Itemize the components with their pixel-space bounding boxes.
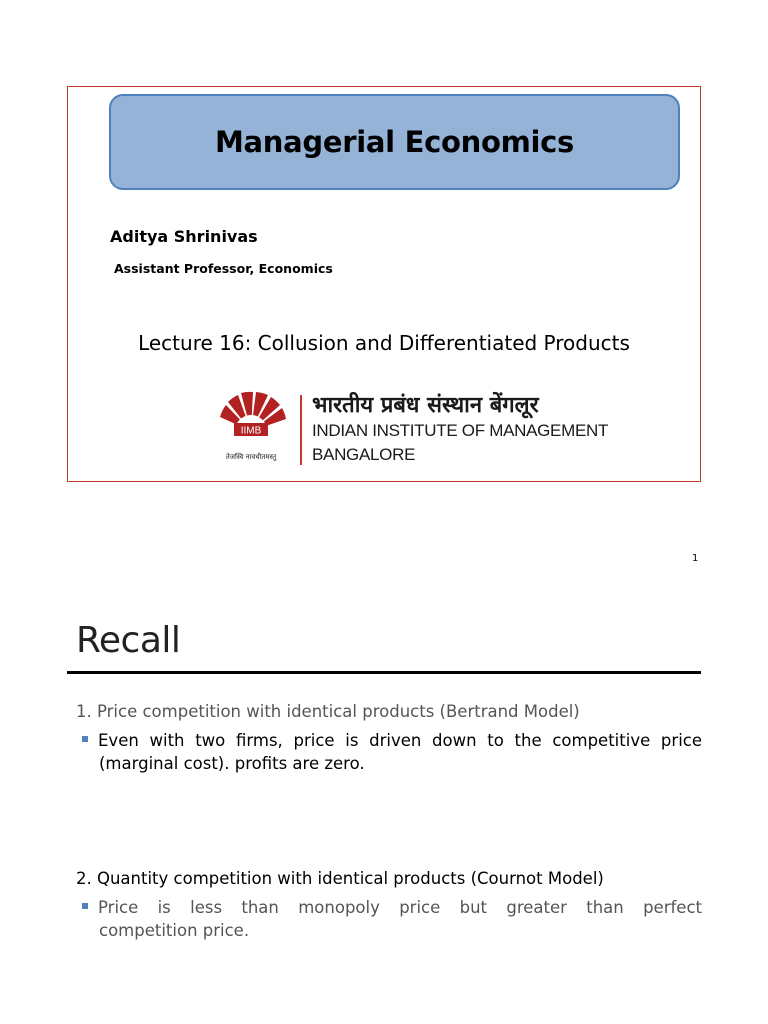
point1-bullet [82,729,702,775]
page-number: 1 [692,553,699,564]
point1-bullet-line2: (marginal cost). profits are zero. [99,754,365,773]
logo-divider [300,395,302,465]
title-box [109,94,680,190]
iimb-logo [210,387,609,469]
logo-institute-line1: INDIAN INSTITUTE OF MANAGEMENT [312,421,609,440]
logo-mark-text: IIMB [240,425,262,437]
author-name: Aditya Shrinivas [110,227,258,246]
point2-heading: 2. Quantity competition with identical products (Cournot Model) [76,869,604,888]
point2-bullet-line1: Price is less than monopoly price but greater than perfect [98,898,702,917]
title-rule [67,671,701,674]
logo-motto: तेजस्वि नावधीतमस्तु [225,453,277,461]
logo-hindi-name: भारतीय प्रबंध संस्थान बेंगलूर [312,393,539,418]
point1-heading: 1. Price competition with identical products (Bertrand Model) [76,702,580,721]
point2-bullet [82,896,702,942]
iimb-emblem-icon [210,387,292,469]
title-slide [67,86,701,482]
point1-bullet-line1: Even with two firms, price is driven down to the competitive price [98,731,702,750]
point2-bullet-line2: competition price. [99,921,250,940]
bullet-icon [82,736,88,742]
recall-title: Recall [76,620,181,661]
logo-institute-line2: BANGALORE [312,445,416,464]
slide-title: Managerial Economics [214,125,575,159]
lecture-title: Lecture 16: Collusion and Differentiated Products [138,331,630,355]
author-role: Assistant Professor, Economics [114,261,333,276]
bullet-icon [82,903,88,909]
